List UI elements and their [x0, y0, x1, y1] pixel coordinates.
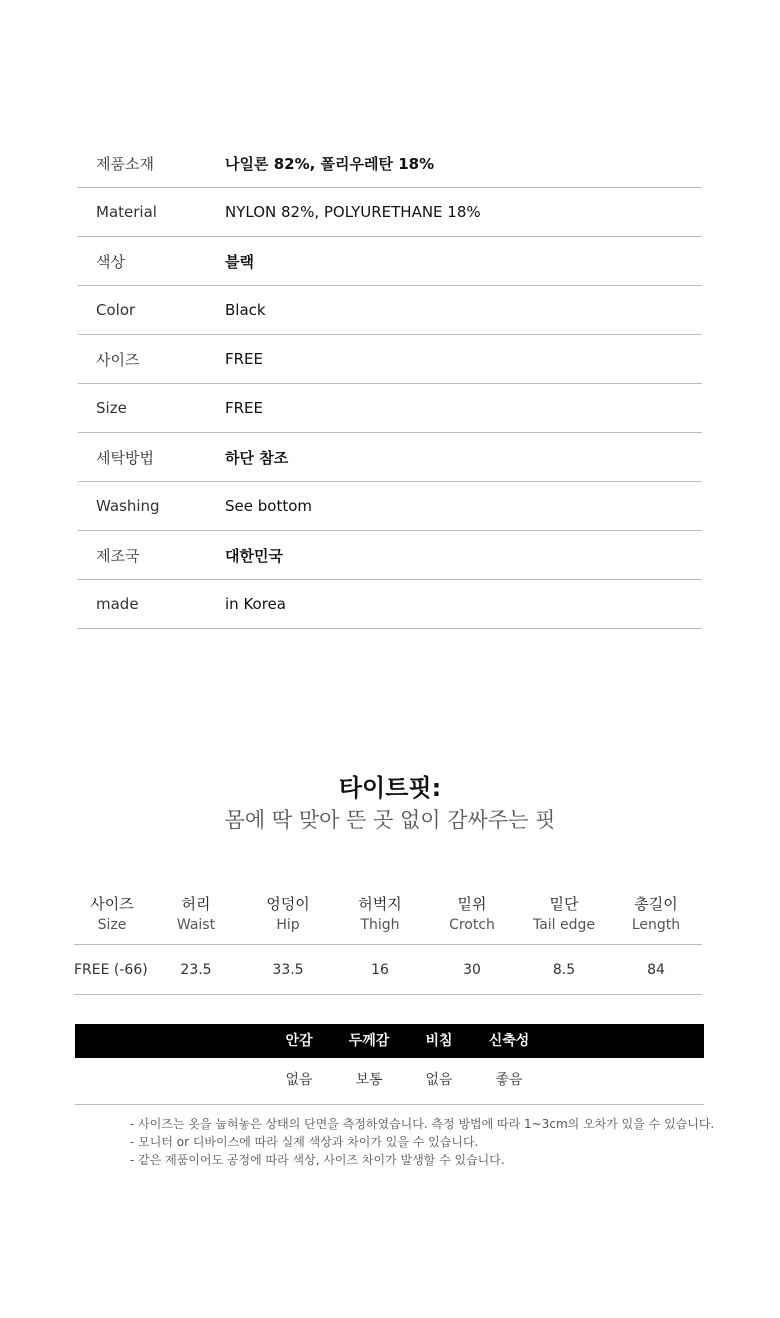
cell-size [74, 962, 150, 978]
header-ko: 밑단 [549, 895, 579, 913]
table-cell: 33.5 [272, 961, 304, 978]
table-cell: 8.5 [552, 961, 576, 978]
header-en: Tail edge [532, 917, 596, 933]
header-crotch [426, 887, 518, 944]
spec-value: FREE [225, 350, 264, 368]
note-item: - 같은 제품이어도 공정에 따라 색상, 사이즈 차이가 발생할 수 있습니다. [130, 1153, 505, 1167]
header-size [74, 887, 150, 944]
header-ko: 총길이 [634, 895, 678, 913]
spec-row [78, 237, 702, 286]
fit-title: 타이트핏: [338, 774, 442, 802]
spec-row [78, 384, 702, 433]
header-en: Hip [276, 917, 300, 933]
note-item: - 모니터 or 디바이스에 따라 실제 색상과 차이가 있을 수 있습니다. [130, 1135, 479, 1149]
spec-label: Size [96, 399, 127, 417]
cell-length [610, 962, 702, 978]
attribute-label-lining: 안감 [285, 1033, 313, 1049]
spec-row [78, 335, 702, 384]
attribute-value-thickness: 보통 [355, 1072, 383, 1088]
header-en: Length [631, 917, 681, 933]
attributes-header-bar [75, 1024, 704, 1058]
header-ko: 엉덩이 [266, 895, 310, 913]
size-table-header [74, 887, 702, 945]
attribute-label-thickness: 두께감 [348, 1033, 390, 1049]
cell-crotch [426, 962, 518, 978]
spec-row [78, 433, 702, 482]
size-table [74, 887, 702, 995]
cell-hip [242, 962, 334, 978]
fit-subtitle: 몸에 딱 맞아 뜬 곳 없이 감싸주는 핏 [224, 808, 556, 832]
spec-label: 제조국 [96, 546, 140, 565]
spec-value: See bottom [225, 497, 312, 515]
attribute-label-stretch: 신축성 [488, 1033, 530, 1049]
spec-label: Material [96, 203, 157, 221]
attribute-label-sheerness: 비침 [425, 1033, 453, 1049]
header-ko: 밑위 [457, 895, 487, 913]
spec-label: 사이즈 [96, 350, 140, 369]
table-cell: 30 [463, 961, 481, 978]
table-cell: 84 [647, 961, 665, 978]
spec-row [78, 188, 702, 237]
header-ko: 사이즈 [90, 895, 134, 913]
table-cell: FREE (-66) [74, 961, 148, 978]
spec-value: FREE [225, 399, 264, 417]
spec-value: 대한민국 [225, 546, 283, 565]
header-en: Crotch [449, 917, 495, 933]
spec-value: 나일론 82%, 폴리우레탄 18% [225, 154, 435, 173]
cell-tail-edge [518, 962, 610, 978]
note-item: - 사이즈는 옷을 눕혀놓은 상태의 단면을 측정하였습니다. 측정 방법에 따라 1~3cm의 오차가 있을 수 있습니다. [130, 1117, 715, 1131]
spec-row [78, 531, 702, 580]
table-cell: 16 [371, 961, 389, 978]
spec-label: 제품소재 [96, 154, 154, 173]
table-cell: 23.5 [180, 961, 212, 978]
spec-row [78, 139, 702, 188]
header-tail-edge [518, 887, 610, 944]
spec-label: 세탁방법 [96, 448, 154, 467]
spec-value: NYLON 82%, POLYURETHANE 18% [225, 203, 481, 221]
header-en: Waist [176, 917, 216, 933]
spec-table [78, 139, 702, 629]
spec-value: Black [225, 301, 266, 319]
notes [130, 1115, 730, 1169]
spec-label: Color [96, 301, 136, 319]
attributes-values-row [75, 1058, 704, 1105]
attribute-value-sheerness: 없음 [425, 1072, 453, 1088]
attribute-value-stretch: 좋음 [495, 1072, 523, 1088]
header-length [610, 887, 702, 944]
spec-value: 하단 참조 [225, 448, 289, 467]
cell-thigh [334, 962, 426, 978]
spec-row [78, 580, 702, 629]
header-ko: 허리 [181, 895, 211, 913]
header-waist [150, 887, 242, 944]
spec-row [78, 482, 702, 531]
header-en: Thigh [360, 917, 400, 933]
table-row [74, 945, 702, 995]
header-hip [242, 887, 334, 944]
spec-row [78, 286, 702, 335]
cell-waist [150, 962, 242, 978]
spec-label: made [96, 595, 139, 613]
attribute-value-lining: 없음 [285, 1072, 313, 1088]
header-ko: 허벅지 [358, 895, 402, 913]
spec-label: 색상 [96, 252, 125, 271]
spec-label: Washing [96, 497, 160, 515]
spec-value: in Korea [225, 595, 286, 613]
header-thigh [334, 887, 426, 944]
spec-value: 블랙 [225, 252, 254, 271]
header-en: Size [97, 917, 127, 933]
